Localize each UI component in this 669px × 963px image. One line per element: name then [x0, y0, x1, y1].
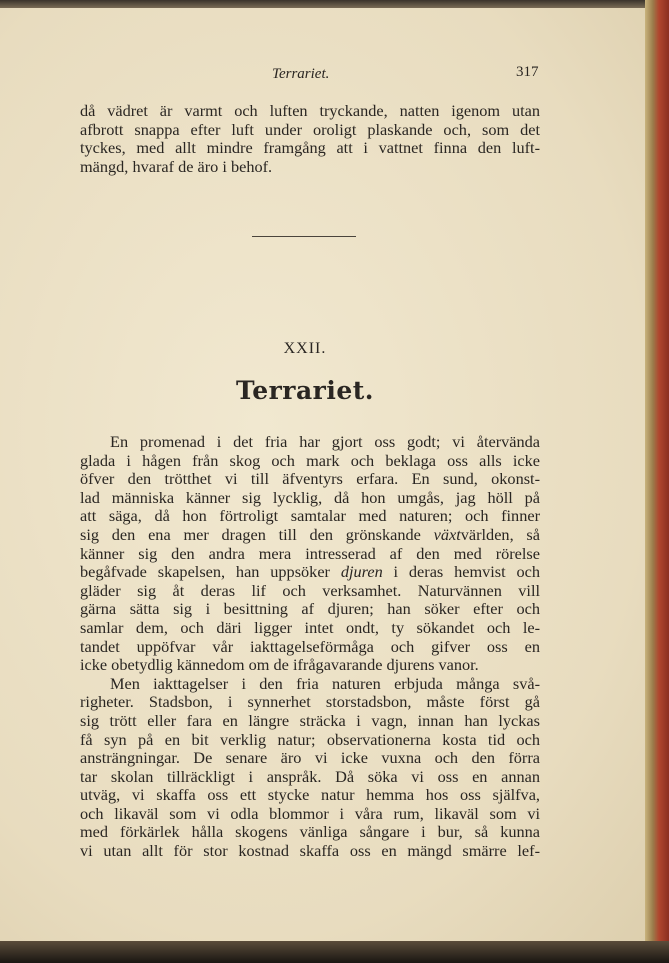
section-divider: [252, 236, 356, 237]
text-line: och likaväl som vi odla blommor i våra rum, likaväl som vi: [80, 803, 540, 823]
text-line: icke obetydlig kännedom om de ifrågavarande djurens vanor.: [80, 655, 479, 675]
chapter-title: Terrariet.: [235, 376, 374, 405]
text-line: då vädret är varmt och luften tryckande, natten igenom utan: [80, 101, 540, 120]
text-line: utväg, vi skaffa oss ett stycke natur hemma hos oss själfva,: [80, 785, 540, 805]
text-line: öfver den trötthet vi till äfventyrs erfara. En sund, okonst-: [80, 469, 540, 489]
text-run: världen, så: [460, 524, 540, 544]
book-page: [0, 8, 647, 941]
page-number: 317: [516, 64, 539, 80]
text-line: [80, 563, 540, 582]
text-line: känner sig den andra mera intresserad af den med rörelse: [80, 543, 540, 563]
text-line: lad människa känner sig lycklig, då hon umgås, jag höll på: [80, 487, 540, 507]
text-line: [80, 526, 540, 545]
text-line: samlar dem, och däri ligger intet ondt, ty sökandet och le-: [80, 617, 540, 637]
text-run: i deras hemvist och: [382, 562, 541, 582]
emphasized-word: växt: [433, 524, 461, 544]
text-line: att säga, då hon förtroligt samtalar med naturen; och finner: [80, 506, 540, 526]
text-line: tandet uppöfvar vår iakttagelseförmåga och gifver oss en: [80, 636, 540, 656]
text-line: righeter. Stadsbon, i synnerhet storstadsbon, måste först gå: [80, 692, 540, 712]
carryover-paragraph: [80, 102, 540, 176]
running-head-title: Terrariet.: [272, 66, 330, 82]
running-head: [0, 66, 600, 88]
chapter-body: [80, 433, 540, 861]
text-line: En promenad i det fria har gjort oss godt; vi återvända: [110, 432, 540, 451]
text-line: gläder sig åt deras lif och verksamhet. Naturvännen vill: [80, 580, 540, 600]
chapter-number: XXII.: [283, 340, 327, 357]
text-line: tyckes, med allt mindre framgång att i vattnet finna den luft-: [80, 138, 540, 158]
text-line: ansträngningar. De senare äro vi icke vuxna och den förra: [80, 748, 540, 768]
book-right-edge: [645, 0, 669, 963]
text-line: Men iakttagelser i den fria naturen erbjuda många svå-: [110, 673, 540, 693]
text-line: mängd, hvaraf de äro i behof.: [80, 156, 273, 176]
text-line: gärna sätta sig i besittning af djuren; han söker efter och: [80, 599, 540, 619]
book-bottom-edge: [0, 941, 669, 963]
text-line: vi utan allt för stor kostnad skaffa oss en mängd smärre lef-: [80, 841, 540, 861]
text-run: begåfvade skapelsen, han uppsöker: [80, 562, 341, 582]
text-line: tar skolan tillräckligt i anspråk. Då söka vi oss en annan: [80, 766, 540, 786]
text-line: sig trött eller fara en längre sträcka i vagn, innan han lyckas: [80, 710, 540, 730]
text-line: med förkärlek hålla skogens vänliga sångare i bur, så kunna: [80, 822, 540, 842]
text-line: afbrott snappa efter luft under oroligt plaskande och, som det: [80, 119, 540, 139]
text-run: sig den ena mer dragen till den grönskande: [80, 524, 434, 544]
emphasized-word: djuren: [340, 562, 383, 582]
text-line: få syn på en bit verklig natur; observationerna kosta tid och: [80, 729, 540, 749]
text-line: glada i hågen från skog och mark och beklaga oss alls icke: [80, 450, 540, 470]
